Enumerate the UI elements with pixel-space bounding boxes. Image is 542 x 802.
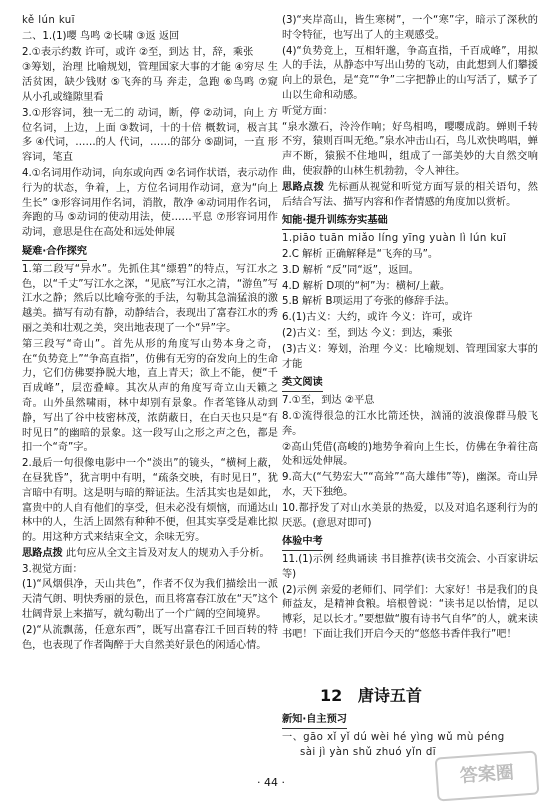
answer-paragraph: (3)古义：筹划，治理 今义：比喻规划、管理国家大事的才能: [282, 343, 538, 370]
answer-paragraph: “泉水激石，泠泠作响；好鸟相鸣，嘤嘤成韵。蝉则千转不穷，猿则百叫无绝。”泉水冲击山石，鸟儿欢快鸣唱，蝉声不断，猿猴不住地叫，组成了一部美妙的大自然交响曲，使寂静的山林生机勃勃，令人神往。: [282, 121, 538, 177]
pinyin-line: kě lún kuī: [22, 15, 75, 26]
chapter-name: 唐诗五首: [357, 686, 422, 705]
answer-paragraph: (2)古义：至，到达 今义：到达，乘张: [282, 327, 453, 339]
watermark-logo: 答案圈: [435, 750, 540, 801]
section-heading: 体验中考: [282, 535, 323, 551]
answer-paragraph: (2)“从流飘荡，任意东西”，既写出富春江千回百转的特色，也表现了作者陶醉于大自然美好景色的闲适心情。: [22, 624, 278, 651]
answer-paragraph: 4.D 解析 D项的“柯”为：横柯/上蔽。: [282, 280, 451, 292]
answer-paragraph: 3.视觉方面：: [22, 563, 83, 575]
thinking-tip: [282, 181, 538, 211]
answer-paragraph: (4)“负势竞上，互相轩邈，争高直指，千百成峰”，用拟人的手法，从静态中写出山势的飞动，由此想到人们攀援向上的景色，是“竞”“争”二字把静止的山写活了，赋予了山以生命和动感。: [282, 45, 538, 101]
pinyin-line: 1.piāo tuān miǎo líng yīng yuàn lì lún kuī: [282, 233, 507, 245]
answer-paragraph: 2.C 解析 正确解释是“飞奔的马”。: [282, 248, 439, 260]
answer-paragraph: 7.①至，到达 ②平息: [282, 395, 375, 407]
answer-paragraph: 6.(1)古义：大约，或许 今义：许可，或许: [282, 312, 473, 324]
answer-paragraph: 4.①名词用作动词，向东或向西 ②名词作状语，表示动作行为的状态，争着，上，方位名词用作动词，意为“向上生长” ③形容词用作名词，消散，散净 ④动词用作名词，奔跑的马 ⑤动词的使动用法，使……平息 ⑦形容词用作动词，意思是住在高处和远处伸展: [22, 167, 278, 239]
page-number: · 44 ·: [257, 776, 285, 789]
section-heading-preview: 新知·自主预习: [282, 713, 347, 729]
thinking-tip: [22, 547, 278, 562]
answer-paragraph: 2.①表示约数 许可，或许 ②至，到达 甘，辞，乘张: [22, 46, 254, 58]
chapter-number: 12: [320, 686, 343, 705]
answer-paragraph: 5.B 解析 B项运用了夸张的修辞手法。: [282, 296, 455, 308]
answer-paragraph: 11.(1)示例 经典诵读 书目推荐(读书交流会、小百家讲坛等): [282, 554, 538, 580]
pinyin-line-1: 一、gāo xǐ yǐ dú wèi hé yìng wǔ mù péng: [282, 731, 505, 743]
left-column: [22, 14, 278, 654]
section-heading: 知能·提升训练: [282, 214, 347, 230]
answer-paragraph: ②高山凭借(高峻的)地势争着向上生长，仿佛在争着往高处和远处伸展。: [282, 441, 538, 468]
answer-paragraph: 1.第二段写“异水”。先抓住其“缥碧”的特点，写江水之色，以“千丈”写江水之深，“见底”写江水之清，“游鱼”写江水之静；然后以比喻夸张的手法，勾勒其急湍猛浪的激越美。描写有动有静，动静结合，表现出了富春江水的秀丽之美和壮观之美，突出地表现了一个“异”字。: [22, 263, 278, 334]
tip-label: 思路点拨: [282, 181, 325, 193]
answer-paragraph: 第三段写“奇山”。首先从形的角度写山势本身之奇，在“负势竞上”“争高直指”，仿佛有无穷的奋发向上的生命力，它们仿佛要挣脱大地，直上青天；欲上不能，便“千百成峰”，层峦叠嶂。其次从声的角度写奇立山天籁之奇。山外虽然啸雨，林中却别有景象。作者笔锋从动到静，写出了谷中枝密林茂，浓荫蔽日，在白天也只是“有时见日”的幽暗的景象。这一段写山之形之声之色，都是扣一个“奇”字。: [22, 338, 278, 454]
chapter-title: [320, 683, 520, 706]
answer-paragraph: 3.①形容词，独一无二的 动词，断，停 ②动词，向上 方位名词，上边，上面 ③数词，十的十倍 概数词，极言其多 ④代词，……的人 代词，……的部分 ⑤副词，一直 形容词，笔直: [22, 107, 278, 164]
section-heading: 类文阅读: [282, 376, 323, 392]
answer-paragraph: (2)示例 亲爱的老师们、同学们：大家好！书是我们的良师益友，是精神食粮。培根曾说：“读书足以怡情，足以博彩，足以长才。”要想做“腹有诗书气自华”的人，就来读书吧！下面让我们开启今天的“悠悠书香伴我行”吧！: [282, 584, 538, 641]
section-heading: 夯实基础: [347, 214, 388, 230]
tip-text: 此句应从全文主旨及对友人的规劝入手分析。: [66, 547, 270, 559]
answer-paragraph: ③筹划，治理 比喻规划，管理国家大事的才能 ④穷尽 生活贫困，缺少钱财 ⑤飞奔的马 奔走，急跑 ⑥鸟鸣 ⑦窥 从小孔或缝隙里看: [22, 62, 278, 103]
answer-paragraph: 9.高大(“气势宏大”“高耸”“高大雄伟”等)，幽深。奇山异水，天下独绝。: [282, 472, 538, 498]
answer-paragraph: 2.最后一句很像电影中一个“淡出”的镜头，“横柯上蔽，在昼犹昏”，犹言明中有明，“疏条交映，有时见日”，犹言暗中有明。这是明与暗的辩证法。生活其实也是如此，富贵中的人自有他们的享受，但未必没有烦恼，而通达山林中的人，生活上固然有种种不便，但其实享受是难比拟的。用这种方式来结束全文，余味无穷。: [22, 458, 278, 544]
answer-paragraph: 听觉方面：: [282, 105, 333, 117]
answer-paragraph: 二、1.(1)嘤 鸟鸣 ②长啸 ③返 返回: [22, 30, 180, 42]
answer-paragraph: (3)“夹岸高山，皆生寒树”，一个“寒”字，暗示了深秋的时令特征，也写出了人的主观感受。: [282, 15, 538, 41]
answer-paragraph: 10.都抒发了对山水美景的热爱，以及对追名逐利行为的厌恶。(意思对即可): [282, 502, 538, 529]
right-column: [282, 14, 538, 644]
answer-paragraph: 8.①流得很急的江水比箭还快，汹涌的波浪像群马般飞奔。: [282, 410, 538, 437]
answer-paragraph: (1)“风烟俱净，天山共色”，作者不仅为我们描绘出一派天清气朗、明快秀丽的景色，而且将富春江放在“天”这个壮阔背景上来描写，就勾勒出了一个广阔的空间境界。: [22, 579, 278, 621]
tip-text: 先标画从视觉和听觉方面写景的相关语句，然后结合写法、描写内容和作者情感的角度加以赏析。: [282, 181, 538, 208]
answer-paragraph: 3.D 解析 “反”同“返”，返回。: [282, 264, 419, 276]
pinyin-line-2: sài jì yàn shǔ zhuó yǐn dī: [300, 746, 436, 758]
tip-label: 思路点拨: [22, 547, 63, 559]
section-heading: 疑难·合作探究: [22, 245, 87, 261]
